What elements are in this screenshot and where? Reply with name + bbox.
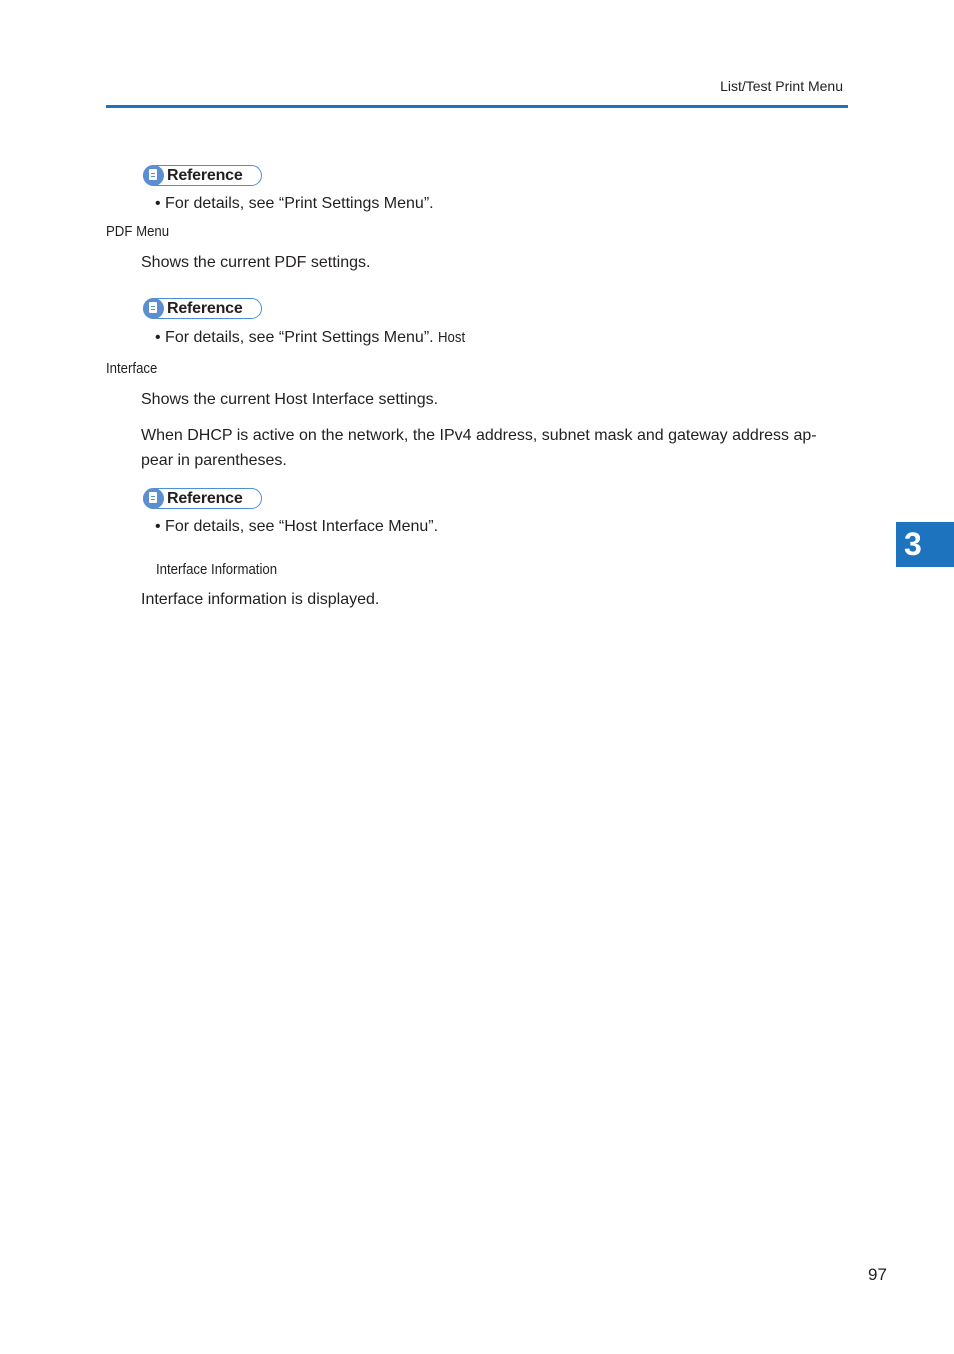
paragraph-line: pear in parentheses. (141, 452, 287, 469)
reference-label: Reference (167, 300, 243, 317)
paragraph: Shows the current PDF settings. (141, 254, 371, 271)
running-header-title: List/Test Print Menu (720, 78, 843, 94)
reference-book-icon (143, 488, 164, 509)
reference-badge (143, 488, 262, 509)
reference-badge (143, 165, 262, 186)
chapter-tab (896, 522, 954, 567)
page-number: 97 (868, 1265, 887, 1284)
reference-bullet: • For details, see “Print Settings Menu”. (155, 195, 434, 212)
reference-badge (143, 298, 262, 319)
header-rule (106, 105, 848, 108)
reference-label: Reference (167, 490, 243, 507)
reference-label: Reference (167, 167, 243, 184)
section-heading-interface: Interface (106, 360, 158, 377)
reference-book-icon (143, 298, 164, 319)
reference-book-icon (143, 165, 164, 186)
chapter-number: 3 (904, 526, 922, 562)
section-heading-fragment: Host (438, 329, 466, 346)
reference-bullet: • For details, see “Host Interface Menu”. (155, 518, 439, 535)
paragraph-line: When DHCP is active on the network, the IPv4 address, subnet mask and gateway address ap- (141, 427, 817, 444)
paragraph: Interface information is displayed. (141, 591, 380, 608)
reference-bullet-text: • For details, see “Print Settings Menu”. (155, 329, 434, 346)
section-heading-pdf-menu: PDF Menu (106, 223, 170, 240)
reference-bullet (155, 325, 469, 350)
paragraph: Shows the current Host Interface settings. (141, 391, 439, 408)
subsection-heading-interface-information: Interface Information (156, 561, 278, 578)
